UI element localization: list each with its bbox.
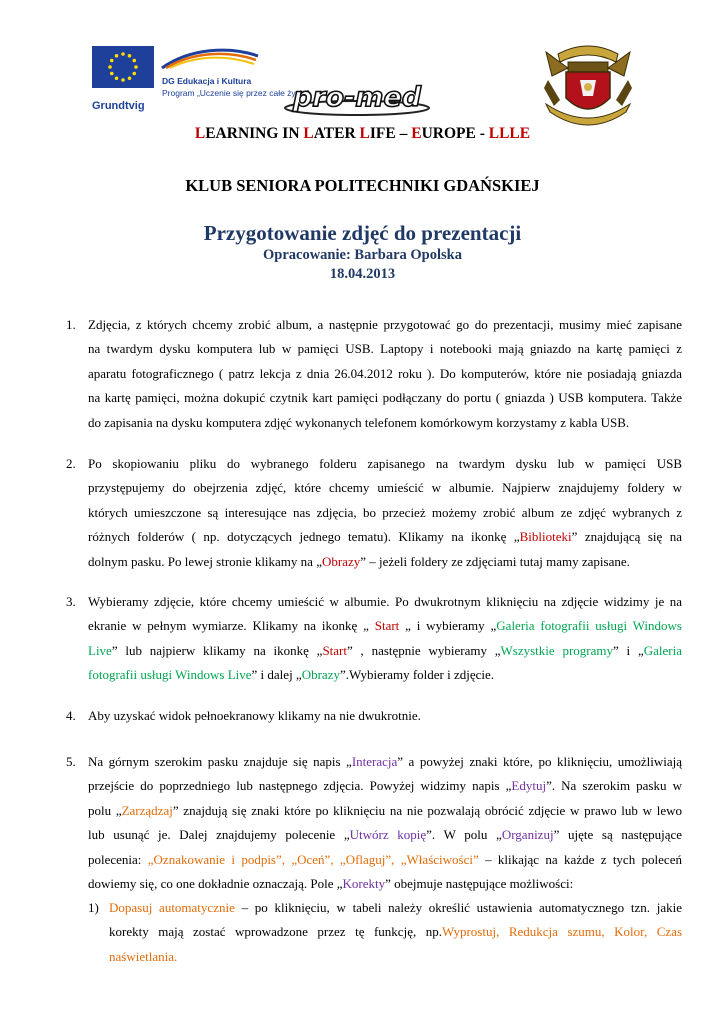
eu-star-icon (110, 72, 114, 76)
paragraph-line: których umieszczone są interesujące nas zdjęcia, bo przecież możemy zrobić album ze zdjęć wybranych z (88, 504, 682, 520)
text-run: ” znajdującą się na (571, 529, 682, 545)
eu-logo-line-2: Program „Uczenie się przez całe życie” (162, 88, 310, 98)
paragraph-line: na kartę pamięci, można dokupić czytnik kart pamięci podłączany do portu ( gniazda ) USB komputera. Także (88, 390, 682, 406)
project-title-part: ATER (313, 125, 360, 142)
paragraph-line: Aby uzyskać widok pełnoekranowy klikamy na nie dwukrotnie. (88, 708, 421, 723)
text-run: przejście do poprzedniego lub następnego zdjęcia. Powyżej widzimy napis „ (88, 778, 512, 794)
eu-star-icon (128, 54, 132, 58)
paragraph-line (88, 639, 682, 663)
paragraph-line: Wybieramy zdjęcie, które chcemy umieścić w albumie. Po dwukrotnym kliknięciu na zdjęcie widzimy je na (88, 594, 682, 609)
text-run: korekty mają zostać wprowadzone przez tę funkcję, np. (109, 924, 442, 940)
list-number: 3. (66, 594, 76, 609)
text-run: różnych folderów ( np. dotyczących jednego tematu). Klikamy na ikonkę „ (88, 529, 520, 545)
text-run: ” obejmuje następujące możliwości: (385, 876, 574, 892)
text-run: – po kliknięciu, w tabeli należy określić ustawienia automatycznego tzn. jakie (234, 900, 682, 915)
edytuj-term: Edytuj (511, 778, 547, 794)
text-run: ” i dalej „ (251, 667, 302, 683)
paragraph-line: Po skopiowaniu pliku do wybranego folderu zapisanego na twardym dysku lub w pamięci USB (88, 456, 682, 471)
eu-star-icon (132, 59, 136, 63)
text-run: ” znajdują się znaki które po kliknięciu na nie pozwalają obrócić zdjęcie w prawo lub w lewo (172, 802, 682, 818)
date: 18.04.2013 (329, 266, 396, 282)
bibliotek-link: Biblioteki (519, 529, 572, 545)
paragraph-line (88, 848, 682, 872)
sub-list-number: 1) (88, 900, 99, 915)
korekty-term: Korekty (342, 876, 386, 892)
utworz-kopie-term: Utwórz kopię (349, 827, 427, 843)
project-title-part: EARNING IN (205, 125, 304, 142)
polecenia-terms: „Oznakowanie i podpis”, „Oceń”, „Oflaguj”, „Właściwości” (147, 851, 479, 867)
text-run: ”.Wybieramy folder i zdjęcie. (339, 667, 495, 683)
eu-star-icon (121, 52, 125, 56)
paragraph-line (88, 525, 682, 549)
galeria-term: Live (88, 642, 112, 658)
eu-star-icon (115, 54, 119, 58)
project-title-part: E (411, 125, 422, 142)
text-run: ” a powyżej znaki które, po kliknięciu, umożliwiają (397, 754, 683, 769)
project-title (0, 125, 725, 143)
club-name: KLUB SENIORA POLITECHNIKI GDAŃSKIEJ (185, 176, 540, 195)
zarzadzaj-term: Zarządzaj (121, 802, 173, 818)
paragraph-line (88, 750, 682, 774)
text-run: ”. Na szerokim pasku w (546, 778, 682, 794)
project-title-part: L (303, 125, 314, 142)
swoosh-icon (160, 46, 260, 70)
paragraph-line (88, 550, 682, 574)
author: Opracowanie: Barbara Opolska (263, 247, 462, 263)
eu-star-icon (121, 78, 125, 82)
start-term: Start (374, 618, 400, 634)
page-title: Przygotowanie zdjęć do prezentacji (203, 221, 522, 245)
eu-logo-line-3: Grundtvig (92, 100, 145, 112)
list-number: 2. (66, 456, 76, 471)
dopasuj-automatycznie-term: Dopasuj automatycznie (109, 900, 235, 915)
interacja-term: Interacja (351, 754, 398, 769)
text-run: ” , następnie wybieramy „ (347, 642, 501, 658)
text-run: dowiemy się, co one dokładnie oznaczają. Pole „ (88, 876, 343, 892)
eu-star-icon (110, 59, 114, 63)
text-run: „ i wybieramy „ (399, 618, 497, 634)
text-run: ” lub najpierw klikamy na ikonkę „ (111, 642, 323, 658)
galeria-term: fotografii usługi Windows Live (88, 667, 252, 683)
list-number: 1. (66, 317, 76, 332)
project-title-part: LLLE (488, 125, 531, 142)
eu-star-icon (108, 65, 112, 69)
paragraph-line (109, 896, 682, 920)
paragraph-line (109, 920, 682, 944)
galeria-term: Galeria fotografii usługi Windows (496, 618, 682, 634)
text-run: ”. W polu „ (426, 827, 502, 843)
galeria-term: Galeria (643, 642, 682, 658)
paragraph-line (88, 799, 682, 823)
wszystkie-programy-term: Wszystkie programy (500, 642, 613, 658)
eu-star-icon (132, 72, 136, 76)
project-title-part: L (194, 125, 206, 142)
obrazy-term: Obrazy (321, 553, 361, 569)
organizuj-term: Organizuj (501, 827, 554, 843)
text-run: ” ujęte są następujące (553, 827, 683, 843)
eu-logo-line-1: DG Edukacja i Kultura (162, 76, 252, 86)
promed-logo-text: pro-med (292, 82, 422, 113)
eu-star-icon (115, 76, 119, 80)
text-run: dolnym pasku. Po lewej stronie klikamy na „ (88, 553, 322, 569)
project-title-part: L (359, 125, 370, 142)
paragraph-line (88, 872, 682, 896)
text-run: ” i „ (613, 642, 644, 658)
text-run: lub usunąć je. Dalej znajdujemy polecenie „ (88, 827, 350, 843)
list-number: 5. (66, 754, 76, 769)
paragraph-line (88, 663, 682, 687)
project-title-part: UROPE - (421, 125, 489, 142)
paragraph-line: przystępujemy do obejrzenia zdjęć, które chcemy umieścić w albumie. Najpierw znajdujemy foldery w (88, 480, 682, 496)
paragraph-line: naświetlania. (109, 948, 178, 964)
text-run: polecenia: (88, 851, 148, 867)
korekty-options: Wyprostuj, Redukcja szumu, Kolor, Czas (441, 924, 683, 940)
eu-star-icon (134, 65, 138, 69)
paragraph-line: do zapisania na dysku komputera zdjęć wykonanych telefonem komórkowym korzystamy z kabla USB. (88, 414, 630, 430)
text-run: – klikając na każde z tych poleceń (478, 851, 682, 867)
promed-logo (282, 78, 432, 120)
paragraph-line: Zdjęcia, z których chcemy zrobić album, a następnie przygotować go do prezentacji, musimy mieć zapisane (88, 317, 682, 332)
list-number: 4. (66, 708, 76, 723)
paragraph-line (88, 823, 682, 847)
text-run: polu „ (88, 802, 122, 818)
start-term: Start (322, 642, 347, 658)
eu-star-icon (128, 76, 132, 80)
obrazy-term: Obrazy (301, 667, 340, 683)
text-run: ” – jeżeli foldery ze zdjęciami tutaj mamy zapisane. (360, 553, 630, 569)
paragraph-line: na twardym dysku komputera lub w pamięci USB. Laptopy i notebooki mają gniazdo na kartę pamięci z (88, 341, 682, 357)
eu-grundtvig-logo (92, 46, 310, 116)
politechnika-gdanska-crest-icon (538, 40, 638, 130)
paragraph-line (88, 614, 682, 638)
text-run: ekranie w pełnym wymiarze. Klikamy na ikonkę „ (88, 618, 375, 634)
project-title-part: IFE – (369, 125, 412, 142)
eu-flag-icon (92, 46, 154, 88)
paragraph-line (88, 774, 682, 798)
text-run: Na górnym szerokim pasku znajduje się napis „ (88, 754, 352, 769)
paragraph-line: aparatu fotograficznego ( patrz lekcja z dnia 26.04.2012 roku ). Do komputerów, które nie posiadają gniazda (88, 365, 682, 381)
